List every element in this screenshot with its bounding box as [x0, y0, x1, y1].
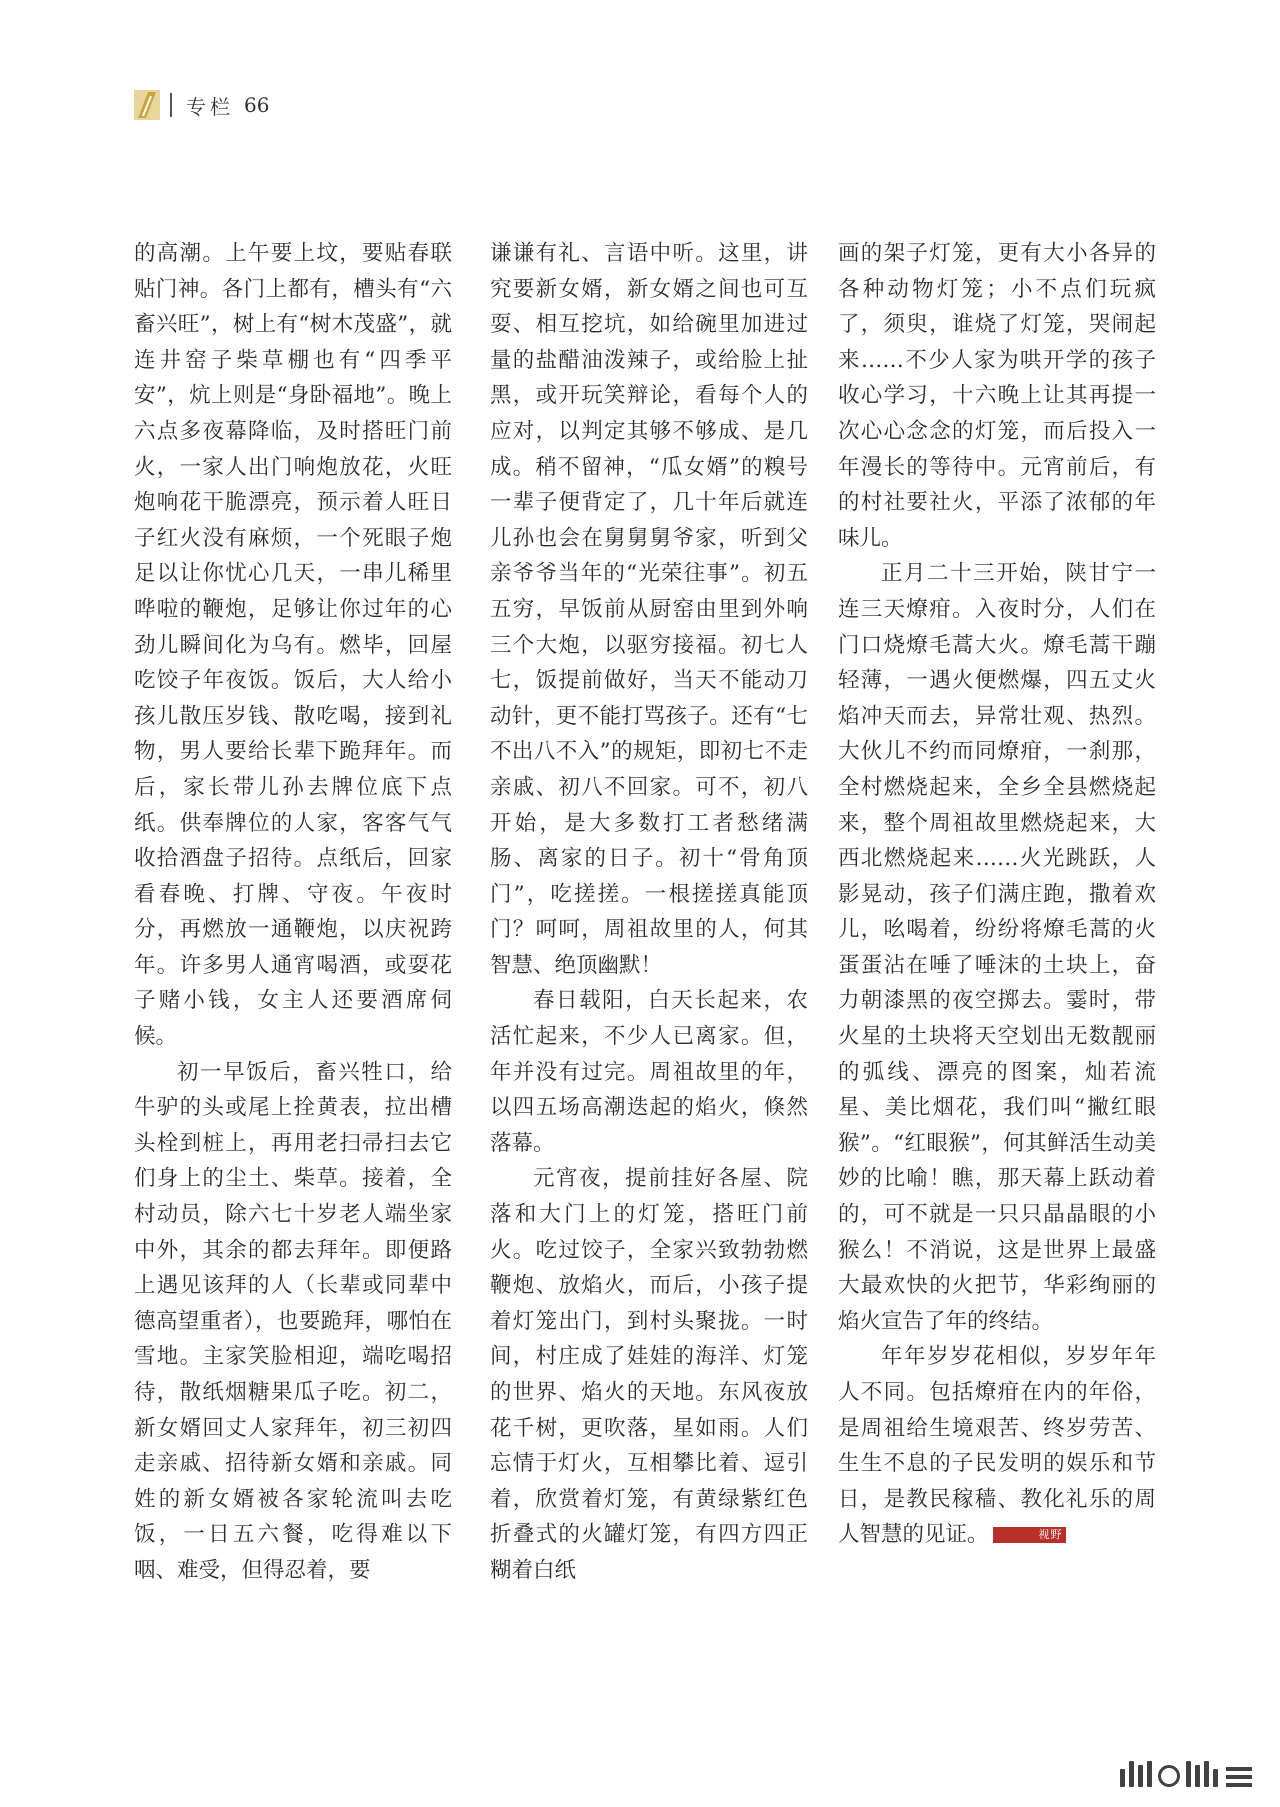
paragraph: 元宵夜，提前挂好各屋、院落和大门上的灯笼，搭旺门前火。吃过饺子，全家兴致勃勃燃鞭炮、放焰火，而后，小孩子提着灯笼出门，到村头聚拢。一时间，村庄成了娃娃的海洋、灯笼的世界、焰火的天地。东风夜放花千树，更吹落，星如雨。人们忘情于灯火，互相攀比着、逗引着，欣赏着灯笼，有黄绿紫红色折叠式的火罐灯笼，有四方四正糊着白纸 [490, 1166, 808, 1583]
watermark-logo-icon [1120, 1761, 1252, 1787]
text-column-1 [134, 236, 452, 1589]
article-end-mark: 视野 [993, 1527, 1066, 1543]
text-column-2 [490, 236, 808, 1589]
section-label: 专栏 [186, 94, 234, 119]
paragraph: 的高潮。上午要上坟，要贴春联贴门神。各门上都有，槽头有“六畜兴旺”，树上有“树木茂盛”，就连井窑子柴草棚也有“四季平安”，炕上则是“身卧福地”。晚上六点多夜幕降临，及时搭旺门前火，一家人出门响炮放花，火旺炮响花干脆漂亮，预示着人旺日子红火没有麻烦，一个死眼子炮足以让你忧心几天，一串儿稀里哗啦的鞭炮，足够让你过年的心劲儿瞬间化为乌有。燃毕，回屋吃饺子年夜饭。饭后，大人给小孩儿散压岁钱、散吃喝，接到礼物，男人要给长辈下跪拜年。而后，家长带儿孙去牌位底下点纸。供奉牌位的人家，客客气气收拾酒盘子招待。点纸后，回家看春晚、打牌、守夜。午夜时分，再燃放一通鞭炮，以庆祝跨年。许多男人通宵喝酒，或耍花子赌小钱，女主人还要酒席伺候。 [134, 241, 452, 1050]
text-column-3 [838, 236, 1156, 1553]
paragraph: 谦谦有礼、言语中听。这里，讲究要新女婿，新女婿之间也可互耍、相互挖坑，如给碗里加进过量的盐醋油泼辣子，或给脸上扯黑，或开玩笑辩论，看每个人的应对，以判定其够不够成、是几成。稍不留神，“瓜女婿”的糗号一辈子便背定了，几十年后就连儿孙也会在舅舅舅爷家，听到父亲爷爷当年的“光荣往事”。初五五穷，早饭前从厨窑由里到外响三个大炮，以驱穷接福。初七人七，饭提前做好，当天不能动刀动针，更不能打骂孩子。还有“七不出八不入”的规矩，即初七不走亲戚、初八不回家。可不，初八开始，是大多数打工者愁绪满肠、离家的日子。初十“骨角顶门”，吃搓搓。一根搓搓真能顶门？呵呵，周祖故里的人，何其智慧、绝顶幽默！ [490, 241, 808, 978]
column-logo-icon [134, 90, 160, 120]
paragraph: 年年岁岁花相似，岁岁年年人不同。包括燎疳在内的年俗，是周祖给生境艰苦、终岁劳苦、生生不息的子民发明的娱乐和节日，是教民稼穑、教化礼乐的周人智慧的见证。 视野 [838, 1344, 1156, 1548]
page-number: 66 [244, 93, 270, 117]
page-header [134, 88, 269, 122]
header-divider [170, 93, 172, 117]
paragraph: 画的架子灯笼，更有大小各异的各种动物灯笼；小不点们玩疯了，须臾，谁烧了灯笼，哭闹起来……不少人家为哄开学的孩子收心学习，十六晚上让其再提一次心心念念的灯笼，而后投入一年漫长的等待中。元宵前后，有的村社要社火，平添了浓郁的年味儿。 [838, 241, 1156, 551]
paragraph: 初一早饭后，畜兴牲口，给牛驴的头或尾上拴黄表，拉出槽头栓到桩上，再用老扫帚扫去它们身上的尘土、柴草。接着，全村动员，除六七十岁老人端坐家中外，其余的都去拜年。即便路上遇见该拜的人（长辈或同辈中德高望重者），也要跪拜，哪怕在雪地。主家笑脸相迎，端吃喝招待，散纸烟糖果瓜子吃。初二，新女婿回丈人家拜年，初三初四走亲戚、招待新女婿和亲戚。同姓的新女婿被各家轮流叫去吃饭，一日五六餐，吃得难以下咽、难受，但得忍着，要 [134, 1059, 452, 1583]
paragraph: 正月二十三开始，陕甘宁一连三天燎疳。入夜时分，人们在门口烧燎毛蒿大火。燎毛蒿干蹦轻薄，一遇火便燃爆，四五丈火焰冲天而去，异常壮观、热烈。大伙儿不约而同燎疳，一刹那，全村燃烧起来，全乡全县燃烧起来，整个周祖故里燃烧起来，大西北燃烧起来……火光跳跃，人影晃动，孩子们满庄跑，撒着欢儿，吆喝着，纷纷将燎毛蒿的火蛋蛋沾在唾了唾沫的土块上，奋力朝漆黑的夜空掷去。霎时，带火星的土块将天空划出无数靓丽的弧线、漂亮的图案，灿若流星、美比烟花，我们叫“撇红眼猴”。“红眼猴”，何其鲜活生动美妙的比喻！瞧，那天幕上跃动着的，可不就是一只只晶晶眼的小猴么！不消说，这是世界上最盛大最欢快的火把节，华彩绚丽的焰火宣告了年的终结。 [838, 561, 1156, 1334]
paragraph: 春日载阳，白天长起来，农活忙起来，不少人已离家。但，年并没有过完。周祖故里的年，以四五场高潮迭起的焰火，倏然落幕。 [490, 988, 808, 1156]
